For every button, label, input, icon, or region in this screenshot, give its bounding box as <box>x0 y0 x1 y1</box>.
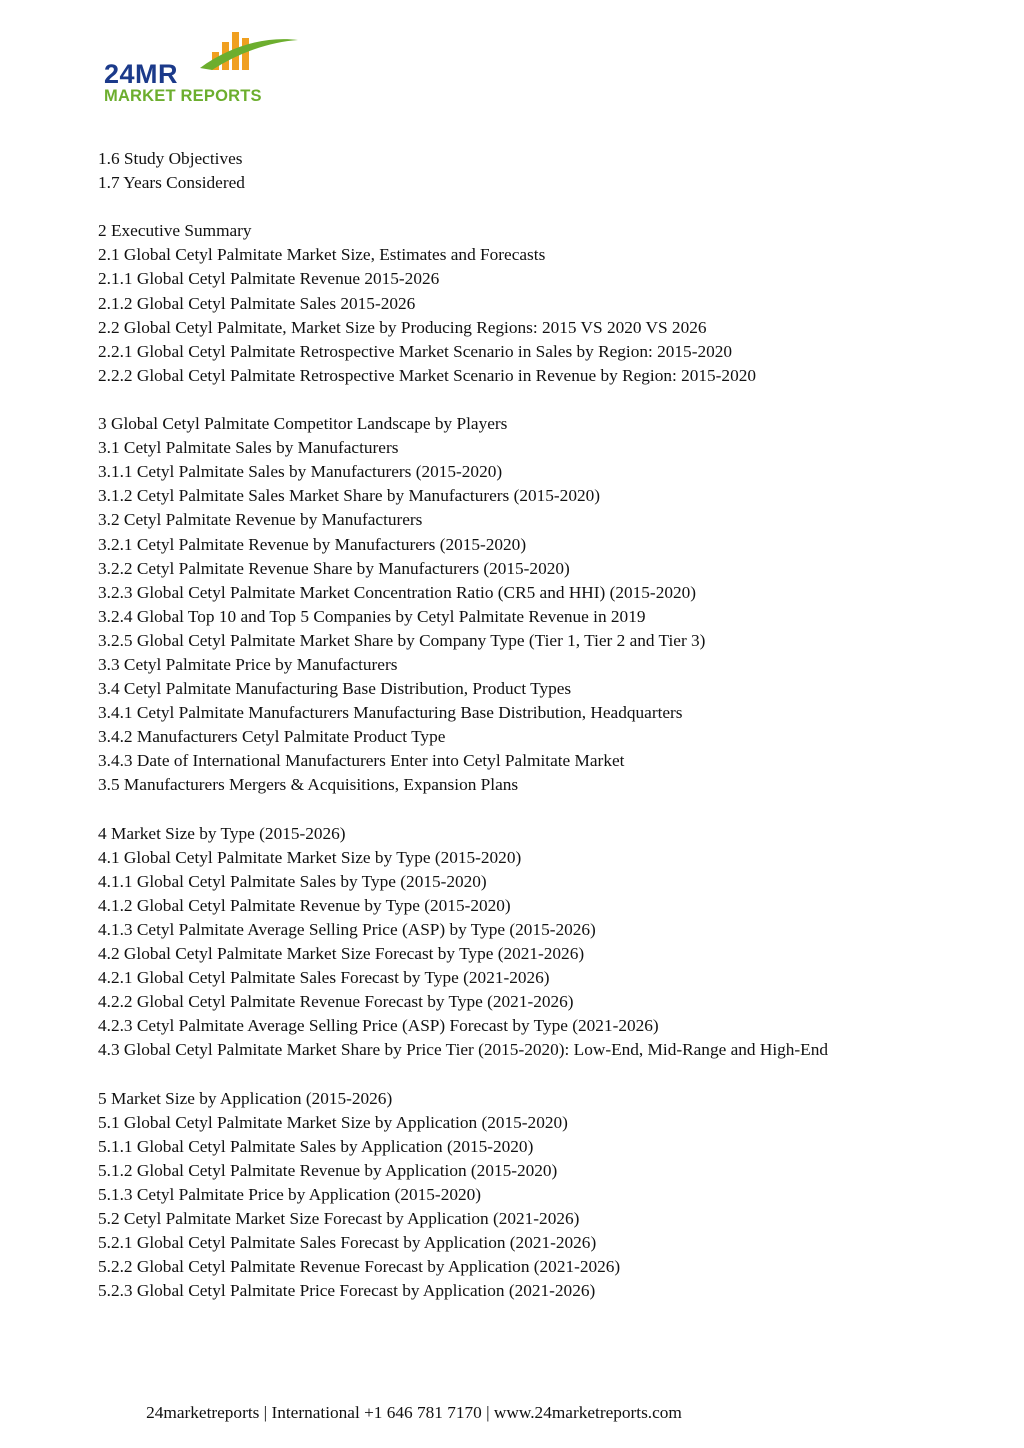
toc-entry: 3.1.1 Cetyl Palmitate Sales by Manufacturers (2015-2020) <box>98 462 503 482</box>
toc-entry: 2 Executive Summary <box>98 221 252 241</box>
logo-brand-short: 24MR <box>104 59 179 89</box>
toc-entry: 3.4 Cetyl Palmitate Manufacturing Base Distribution, Product Types <box>98 679 572 699</box>
toc-entry: 2.2.2 Global Cetyl Palmitate Retrospective Market Scenario in Revenue by Region: 2015-2020 <box>98 365 756 385</box>
toc-entry: 3.4.3 Date of International Manufacturers Enter into Cetyl Palmitate Market <box>98 751 625 771</box>
toc-entry: 4.2.2 Global Cetyl Palmitate Revenue Forecast by Type (2021-2026) <box>98 992 574 1012</box>
toc-entry: 3.5 Manufacturers Mergers & Acquisitions, Expansion Plans <box>98 775 519 795</box>
toc-entry: 3.2.1 Cetyl Palmitate Revenue by Manufacturers (2015-2020) <box>98 534 527 554</box>
toc-entry: 5.2.2 Global Cetyl Palmitate Revenue Forecast by Application (2021-2026) <box>98 1257 621 1277</box>
toc-entry: 4.1.3 Cetyl Palmitate Average Selling Price (ASP) by Type (2015-2026) <box>98 920 596 939</box>
toc-entry: 3 Global Cetyl Palmitate Competitor Landscape by Players <box>98 414 508 434</box>
toc-entry: 4.1.1 Global Cetyl Palmitate Sales by Type (2015-2020) <box>98 871 487 891</box>
toc-entry: 5.1.3 Cetyl Palmitate Price by Application (2015-2020) <box>98 1185 482 1205</box>
toc-entry: 4.2 Global Cetyl Palmitate Market Size Forecast by Type (2021-2026) <box>98 944 585 964</box>
toc-section <box>98 1087 978 1304</box>
toc-entry: 3.2.5 Global Cetyl Palmitate Market Share by Company Type (Tier 1, Tier 2 and Tier 3) <box>98 630 706 650</box>
toc-entry: 4.2.3 Cetyl Palmitate Average Selling Price (ASP) Forecast by Type (2021-2026) <box>98 1016 659 1036</box>
toc-entry: 4.2.1 Global Cetyl Palmitate Sales Forecast by Type (2021-2026) <box>98 968 550 988</box>
company-logo <box>100 28 310 108</box>
toc-entry: 3.2 Cetyl Palmitate Revenue by Manufacturers <box>98 510 423 530</box>
toc-entry: 4 Market Size by Type (2015-2026) <box>98 823 346 843</box>
table-of-contents <box>98 147 978 1304</box>
toc-entry: 5.2.1 Global Cetyl Palmitate Sales Forecast by Application (2021-2026) <box>98 1233 597 1253</box>
toc-entry: 3.2.2 Cetyl Palmitate Revenue Share by Manufacturers (2015-2020) <box>98 558 570 578</box>
toc-entry: 5.1.1 Global Cetyl Palmitate Sales by Application (2015-2020) <box>98 1136 534 1156</box>
toc-entry: 3.1.2 Cetyl Palmitate Sales Market Share by Manufacturers (2015-2020) <box>98 486 600 506</box>
toc-entry: 5.2.3 Global Cetyl Palmitate Price Forecast by Application (2021-2026) <box>98 1281 596 1301</box>
toc-section <box>98 219 978 388</box>
toc-entry: 1.6 Study Objectives <box>98 149 243 168</box>
toc-entry: 5.2 Cetyl Palmitate Market Size Forecast by Application (2021-2026) <box>98 1209 580 1229</box>
toc-section <box>98 822 978 1063</box>
toc-entry: 1.7 Years Considered <box>98 173 245 193</box>
toc-entry: 5.1 Global Cetyl Palmitate Market Size by Application (2015-2020) <box>98 1112 568 1132</box>
toc-section <box>98 147 978 195</box>
toc-entry: 3.4.1 Cetyl Palmitate Manufacturers Manufacturing Base Distribution, Headquarters <box>98 703 683 723</box>
toc-entry: 3.1 Cetyl Palmitate Sales by Manufacturers <box>98 438 399 458</box>
toc-entry: 3.2.4 Global Top 10 and Top 5 Companies by Cetyl Palmitate Revenue in 2019 <box>98 606 646 626</box>
toc-entry: 2.2 Global Cetyl Palmitate, Market Size by Producing Regions: 2015 VS 2020 VS 2026 <box>98 317 707 337</box>
toc-entry: 2.2.1 Global Cetyl Palmitate Retrospective Market Scenario in Sales by Region: 2015-2020 <box>98 341 733 361</box>
toc-section <box>98 412 978 798</box>
toc-entry: 2.1 Global Cetyl Palmitate Market Size, Estimates and Forecasts <box>98 245 546 265</box>
toc-entry: 3.4.2 Manufacturers Cetyl Palmitate Product Type <box>98 727 446 747</box>
toc-entry: 2.1.2 Global Cetyl Palmitate Sales 2015-2026 <box>98 293 416 313</box>
toc-entry: 5 Market Size by Application (2015-2026) <box>98 1088 393 1108</box>
logo-brand-full: MARKET REPORTS <box>104 87 262 105</box>
toc-entry: 3.2.3 Global Cetyl Palmitate Market Concentration Ratio (CR5 and HHI) (2015-2020) <box>98 582 697 602</box>
toc-entry: 4.1.2 Global Cetyl Palmitate Revenue by Type (2015-2020) <box>98 895 511 915</box>
toc-entry: 4.3 Global Cetyl Palmitate Market Share by Price Tier (2015-2020): Low-End, Mid-Range and High-End <box>98 1040 829 1060</box>
toc-entry: 4.1 Global Cetyl Palmitate Market Size by Type (2015-2020) <box>98 847 522 867</box>
toc-entry: 2.1.1 Global Cetyl Palmitate Revenue 2015-2026 <box>98 269 440 289</box>
toc-entry: 5.1.2 Global Cetyl Palmitate Revenue by Application (2015-2020) <box>98 1160 558 1180</box>
toc-entry: 3.3 Cetyl Palmitate Price by Manufacturers <box>98 654 398 674</box>
page-footer: 24marketreports | International +1 646 781 7170 | www.24marketreports.com <box>146 1403 682 1422</box>
